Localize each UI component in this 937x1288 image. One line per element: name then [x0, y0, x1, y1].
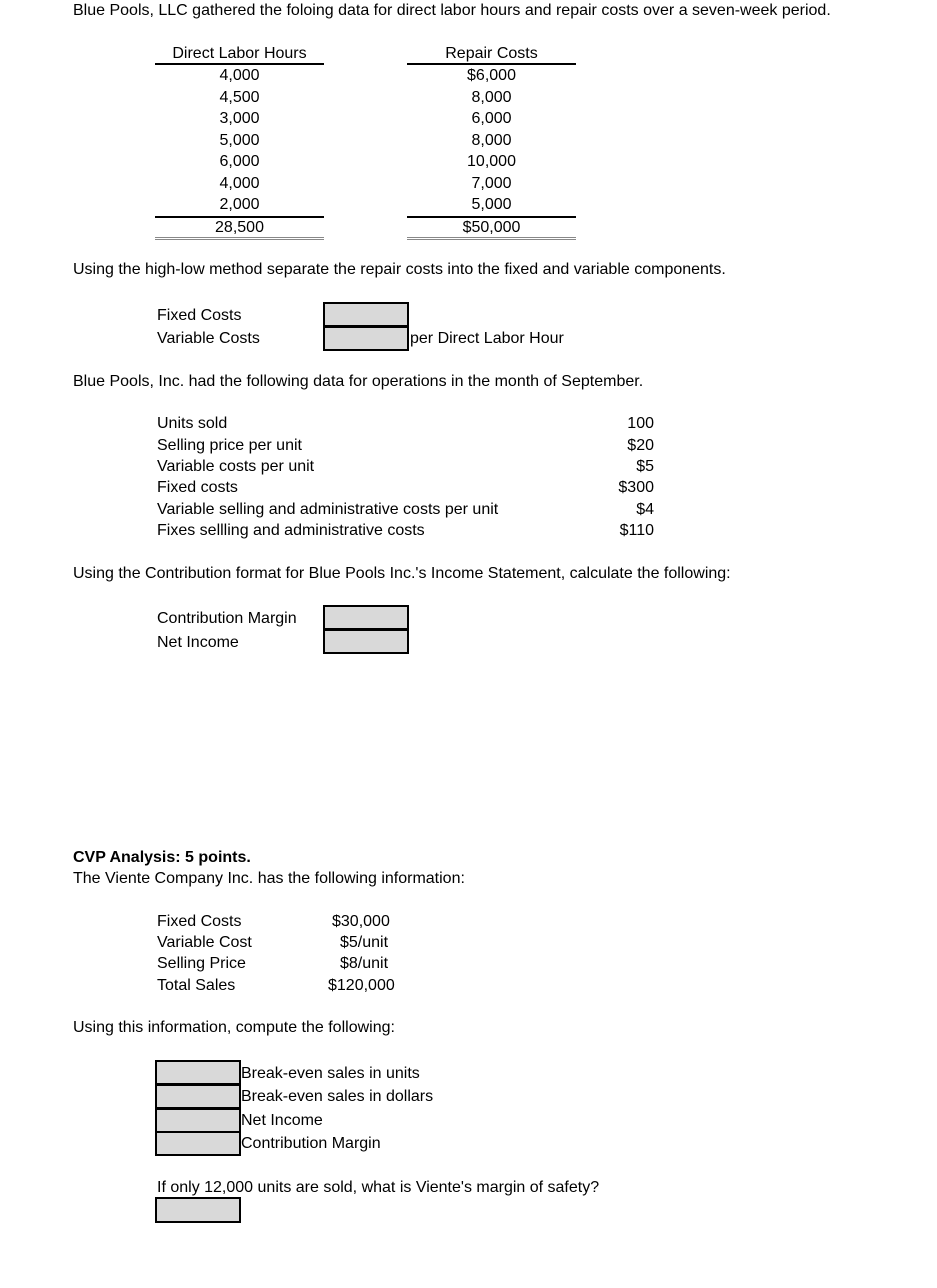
cvp-row-value: $5/unit — [340, 934, 389, 951]
repair-costs-cell: 6,000 — [471, 110, 512, 127]
variable-costs-label: Variable Costs — [157, 330, 260, 347]
cvp-row-label: Variable Cost — [157, 934, 252, 951]
labor-hours-column — [155, 44, 324, 240]
repair-costs-cell: 8,000 — [471, 131, 512, 149]
margin-of-safety-question: If only 12,000 units are sold, what is Viente's margin of safety? — [157, 1179, 600, 1196]
cvp-row-value: $30,000 — [332, 913, 390, 930]
sept-row-label: Variable costs per unit — [157, 458, 315, 475]
repair-costs-cell: 8,000 — [471, 88, 512, 106]
cvp-net-income-input[interactable] — [155, 1108, 241, 1133]
breakeven-dollars-label: Break-even sales in dollars — [241, 1088, 434, 1105]
cvp-row-label: Total Sales — [157, 977, 236, 994]
repair-costs-cell: 7,000 — [471, 174, 512, 192]
cvp-row-label: Selling Price — [157, 955, 246, 972]
contribution-instruction: Using the Contribution format for Blue Pools Inc.'s Income Statement, calculate the following: — [73, 565, 731, 582]
sept-row-value: $110 — [619, 522, 654, 539]
contribution-margin-input[interactable] — [323, 605, 409, 630]
labor-hours-cell: 3,000 — [219, 110, 260, 127]
sept-row-value: $5 — [636, 458, 654, 475]
labor-hours-cell: 4,000 — [219, 174, 260, 192]
sept-row-label: Fixes sellling and administrative costs — [157, 522, 425, 539]
repair-costs-header: Repair Costs — [407, 44, 576, 65]
repair-costs-column — [407, 44, 576, 240]
cvp-row-label: Fixed Costs — [157, 913, 242, 930]
sept-row-label: Selling price per unit — [157, 437, 302, 454]
labor-hours-header: Direct Labor Hours — [155, 44, 324, 65]
net-income-label: Net Income — [157, 634, 239, 651]
variable-costs-input[interactable] — [323, 326, 409, 351]
contribution-margin-label: Contribution Margin — [157, 610, 297, 627]
net-income-input[interactable] — [323, 629, 409, 654]
repair-costs-cell: 5,000 — [471, 196, 512, 213]
labor-hours-total: 28,500 — [155, 216, 324, 240]
labor-hours-cell: 6,000 — [219, 153, 260, 170]
repair-costs-cell: $6,000 — [467, 67, 516, 84]
labor-hours-cell: 2,000 — [219, 196, 260, 213]
breakeven-units-input[interactable] — [155, 1060, 241, 1085]
sept-row-label: Units sold — [157, 415, 228, 432]
sept-row-value: $300 — [618, 479, 654, 496]
cvp-row-value: $120,000 — [328, 977, 395, 994]
labor-hours-cell: 5,000 — [219, 131, 260, 149]
sept-row-label: Fixed costs — [157, 479, 238, 496]
sept-row-value: $4 — [636, 501, 654, 518]
breakeven-dollars-input[interactable] — [155, 1084, 241, 1109]
sept-row-value: $20 — [627, 437, 654, 454]
intro-text: Blue Pools, LLC gathered the foloing data for direct labor hours and repair costs over a seven-week period. — [73, 2, 831, 19]
fixed-costs-input[interactable] — [323, 302, 409, 327]
repair-costs-cell: 10,000 — [467, 153, 516, 170]
breakeven-units-label: Break-even sales in units — [241, 1065, 420, 1082]
labor-hours-cell: 4,000 — [219, 67, 260, 84]
cvp-net-income-label: Net Income — [241, 1112, 323, 1129]
fixed-costs-label: Fixed Costs — [157, 307, 242, 324]
repair-costs-total: $50,000 — [407, 216, 576, 240]
cvp-contribution-margin-label: Contribution Margin — [241, 1135, 381, 1152]
highlow-instruction: Using the high-low method separate the repair costs into the fixed and variable components. — [73, 261, 726, 278]
cvp-instruction: Using this information, compute the following: — [73, 1019, 395, 1036]
sept-row-label: Variable selling and administrative costs per unit — [157, 501, 499, 518]
cvp-row-value: $8/unit — [340, 955, 389, 972]
cvp-intro: The Viente Company Inc. has the following information: — [73, 870, 465, 887]
margin-of-safety-input[interactable] — [155, 1197, 241, 1223]
cvp-contribution-margin-input[interactable] — [155, 1131, 241, 1156]
cvp-heading: CVP Analysis: 5 points. — [73, 849, 251, 866]
per-dlh-label: per Direct Labor Hour — [410, 330, 564, 347]
labor-hours-cell: 4,500 — [219, 88, 260, 106]
sept-row-value: 100 — [627, 415, 654, 432]
september-intro: Blue Pools, Inc. had the following data for operations in the month of September. — [73, 373, 644, 390]
